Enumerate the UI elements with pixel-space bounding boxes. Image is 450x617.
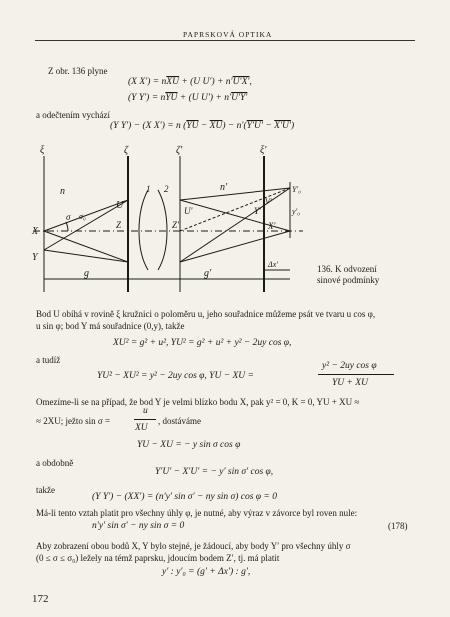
label-one: 1: [146, 184, 151, 194]
para2-line2a: ≈ 2XU; ježto sin σ =: [36, 416, 111, 426]
label-g: g: [84, 268, 89, 279]
eq3-minus: −: [198, 121, 210, 131]
eq1-lhs: (X X′) = n: [128, 77, 167, 87]
para2-line1: Omezíme-li se na případ, že bod Y je velmi blízko bodu X, pak y² = 0, K = 0, YU + XU ≈: [36, 397, 360, 407]
para2-fraction-den: XU: [135, 423, 148, 433]
label-v-prime: V′: [265, 197, 272, 206]
running-header: PAPRSKOVÁ OPTIKA: [183, 30, 273, 39]
eq1-term-b: U′X′: [232, 77, 250, 87]
eq3-a: $\overline{YU}$: [186, 121, 199, 131]
eq2-term-a: $\overline{YU}$: [165, 93, 178, 103]
eq5-fraction-bar: [318, 374, 394, 375]
label-zeta-prime: ζ′: [176, 145, 183, 156]
label-xi-prime: ξ′: [260, 145, 267, 156]
eq3-d: X′U′: [274, 121, 291, 131]
label-x-prime: X′: [268, 221, 276, 231]
eq3-end: ): [290, 121, 295, 131]
para1-line1: Bod U obíhá v rovině ξ kružnici o poloměru u, jeho souřadnice můžeme psát ve tvaru u cos φ,: [36, 309, 376, 319]
equation-9-number: (178): [388, 521, 408, 531]
eq1-mid: + (U U′) + n′: [178, 77, 233, 87]
eq3-c: Y′U′: [246, 121, 263, 131]
label-sigma0: σ₀: [79, 212, 86, 221]
lens-surface-2: [158, 190, 167, 270]
takze-text: takže: [36, 485, 55, 495]
equation-6: YU − XU = − y sin σ cos φ: [137, 440, 241, 450]
label-small-y0-prime: y′₀: [292, 207, 301, 216]
eq2-lhs: (Y Y′) = n: [128, 93, 166, 103]
eq2-term-b: U′Y′: [231, 93, 248, 103]
label-g-prime: g′: [204, 268, 212, 279]
intro-text: Z obr. 136 plyne: [48, 66, 108, 76]
equation-9: n′y′ sin σ′ − ny sin σ = 0: [92, 521, 185, 531]
label-two: 2: [164, 184, 169, 194]
para2-fraction-num: u: [143, 406, 148, 416]
label-y0-prime: Y′₀: [292, 185, 301, 194]
subtract-text: a odečtením vychází: [36, 110, 110, 120]
label-dx-prime: Δx′: [268, 260, 278, 269]
label-z: Z: [116, 220, 122, 230]
label-sigma: σ: [66, 212, 71, 222]
label-n: n: [60, 186, 65, 197]
label-x: X: [32, 226, 39, 237]
para1-line2: u sin φ; bod Y má souřadnice (0,y), takže: [36, 321, 185, 331]
eq1-term-a: $\overline{XU}$: [166, 77, 179, 87]
label-u-prime: U′: [184, 206, 193, 216]
label-xi: ξ: [40, 145, 45, 156]
eq5-denominator: YU + XU: [332, 378, 368, 388]
eq5-numerator: y² − 2uy cos φ: [322, 361, 377, 371]
eq3-lhs: (Y Y′) − (X X′) = n (: [110, 121, 187, 131]
eq3-minus2: −: [262, 121, 275, 131]
eq3-mid: ) − n′(: [222, 121, 247, 131]
label-z-prime: Z′: [172, 220, 179, 230]
equation-7: Y′U′ − X′U′ = − y′ sin σ′ cos φ,: [155, 467, 274, 477]
para3: Má-li tento vztah platit pro všechny úhly φ, je nutné, aby výraz v závorce byl roven nule:: [36, 508, 358, 518]
eq2-mid: + (U U′) + n′: [177, 93, 232, 103]
equation-3: [110, 121, 294, 131]
page-number: 172: [32, 593, 49, 605]
equation-8: (Y Y′) − (XX′) = (n′y′ sin σ′ − ny sin σ) cos φ = 0: [92, 492, 277, 502]
angle-sigma-arc: [66, 222, 68, 231]
label-y-prime: Y′: [254, 206, 261, 216]
tudiz-text: a tudíž: [36, 355, 61, 365]
equation-2: [128, 93, 247, 103]
obdobne-text: a obdobně: [36, 458, 74, 468]
equation-1: [128, 77, 252, 87]
equation-10: y′ : y′₀ = (g′ + Δx′) : g′,: [162, 567, 251, 577]
lens-surface-1: [139, 190, 148, 270]
label-zeta: ζ: [124, 145, 129, 156]
eq3-b: $\overline{XU}$: [209, 121, 223, 131]
label-u: U: [116, 200, 124, 211]
para4-line1: Aby zobrazení obou bodů X, Y bylo stejné, je žádoucí, aby body Y′ pro všechny úhly σ: [36, 541, 351, 551]
equation-4: XU² = g² + u², YU² = g² + u² + y² − 2uy cos φ,: [113, 338, 292, 348]
label-y: Y: [32, 252, 38, 263]
header-rule: [35, 40, 415, 41]
ray-x-low: [44, 231, 128, 262]
equation-5: YU² − XU² = y² − 2uy cos φ, YU − XU =: [97, 371, 254, 381]
eq1-end: ,: [249, 77, 252, 87]
figure-caption-1: 136. K odvození: [317, 264, 377, 274]
para4-line2: (0 ≤ σ ≤ σ₀) ležely na témž paprsku, jdoucím bodem Z′, tj. má platit: [36, 553, 280, 563]
ray-y-low: [44, 250, 128, 262]
para2-line2b: , dostáváme: [158, 416, 201, 426]
figure-caption-2: sinové podmínky: [317, 275, 380, 285]
para2-fraction-bar: [134, 419, 156, 420]
ray-x-prime-low: [180, 231, 290, 262]
label-n-prime: n′: [220, 182, 228, 193]
